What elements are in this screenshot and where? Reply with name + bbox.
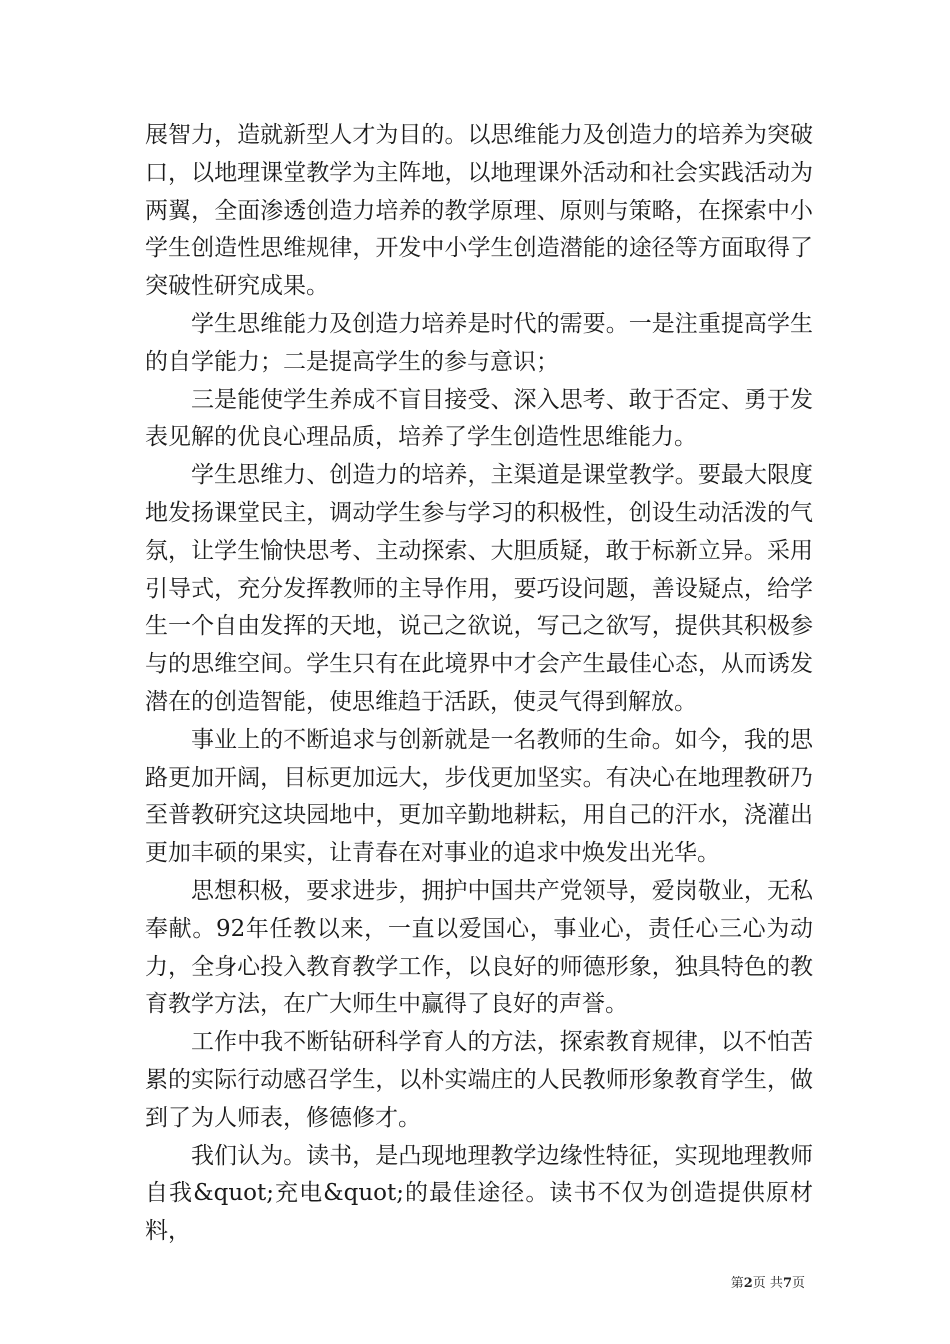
paragraph: 思想积极，要求进步，拥护中国共产党领导，爱岗敬业，无私奉献。92年任教以来，一直以爱国心，事业心，责任心三心为动力，全身心投入教育教学工作，以良好的师德形象，独具特色的教育教学方法，在广大师生中赢得了良好的声誉。 [145, 877, 813, 1018]
document-body [145, 117, 813, 1251]
total-page-number: 7 [782, 1276, 792, 1291]
paragraph: 事业上的不断追求与创新就是一名教师的生命。如今，我的思路更加开阔，目标更加远大，步伐更加坚实。有决心在地理教研乃至普教研究这块园地中，更加辛勤地耕耘，用自己的汗水，浇灌出更加丰硕的果实，让青春在对事业的追求中焕发出光华。 [145, 726, 813, 867]
page-footer [731, 1276, 805, 1292]
paragraph: 我们认为。读书，是凸现地理教学边缘性特征，实现地理教师自我&quot;充电&quot;的最佳途径。读书不仅为创造提供原材料， [145, 1142, 813, 1245]
paragraph: 工作中我不断钻研科学育人的方法，探索教育规律，以不怕苦累的实际行动感召学生，以朴实端庄的人民教师形象教育学生，做到了为人师表，修德修才。 [145, 1029, 813, 1131]
footer-suffix: 页 [791, 1276, 805, 1291]
paragraph-continued: 展智力，造就新型人才为目的。以思维能力及创造力的培养为突破口，以地理课堂教学为主阵地，以地理课外活动和社会实践活动为两翼，全面渗透创造力培养的教学原理、原则与策略，在探索中小学生创造性思维规律，开发中小学生创造潜能的途径等方面取得了突破性研究成果。 [145, 122, 813, 300]
footer-prefix: 第 [730, 1276, 744, 1291]
current-page-number: 2 [743, 1276, 753, 1291]
paragraph: 学生思维力、创造力的培养，主渠道是课堂教学。要最大限度地发扬课堂民主，调动学生参与学习的积极性，创设生动活泼的气氛，让学生愉快思考、主动探索、大胆质疑，敢于标新立异。采用引导式，充分发挥教师的主导作用，要巧设问题，善设疑点，给学生一个自由发挥的天地，说己之欲说，写己之欲写，提供其积极参与的思维空间。学生只有在此境界中才会产生最佳心态，从而诱发潜在的创造智能，使思维趋于活跃，使灵气得到解放。 [145, 462, 813, 715]
paragraph: 学生思维能力及创造力培养是时代的需要。一是注重提高学生的自学能力；二是提高学生的参与意识； [145, 310, 813, 375]
footer-middle: 页 共 [752, 1276, 783, 1291]
paragraph: 三是能使学生养成不盲目接受、深入思考、敢于否定、勇于发表见解的优良心理品质，培养了学生创造性思维能力。 [145, 386, 813, 451]
